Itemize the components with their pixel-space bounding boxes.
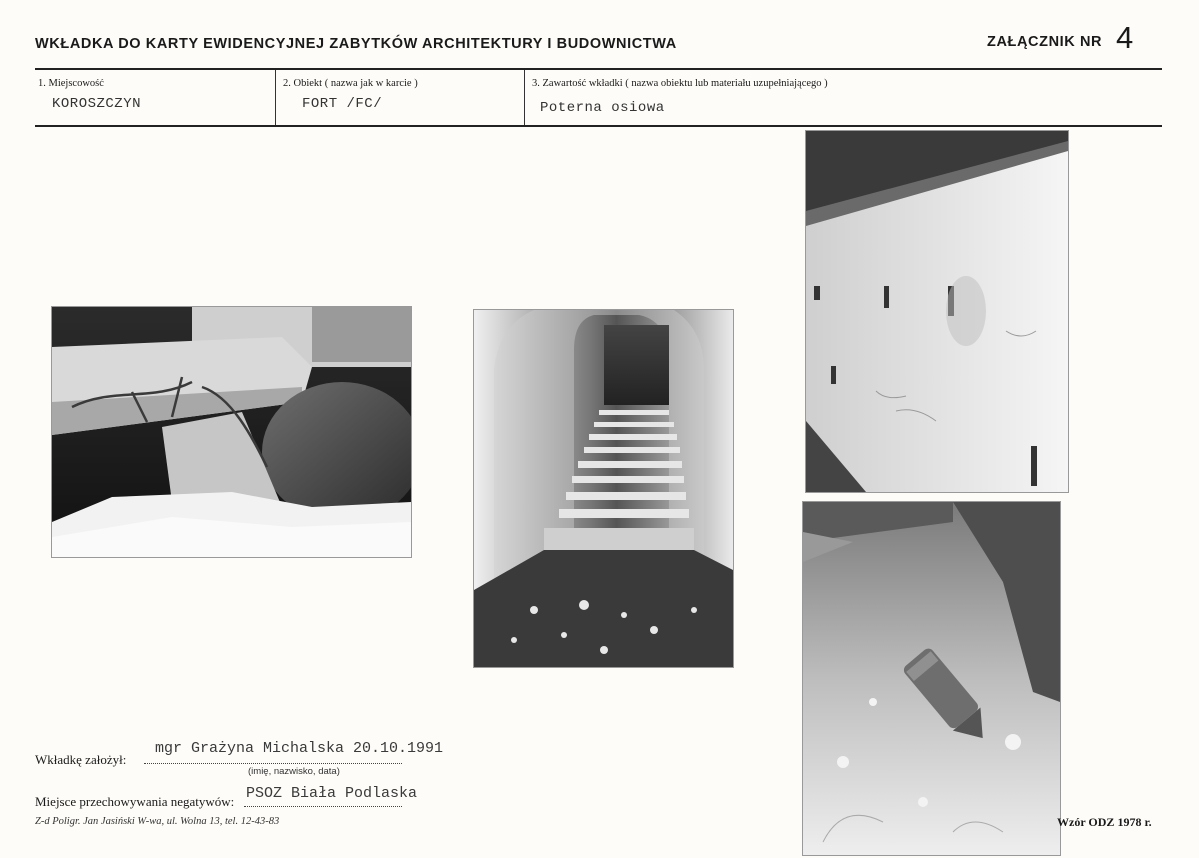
printer-info: Z-d Poligr. Jan Jasiński W-wa, ul. Wolna 13, tel. 12-43-83 [35,816,280,827]
field-divider-1 [275,70,276,125]
form-pattern-label: Wzór ODZ 1978 r. [1057,815,1152,829]
author-label: Wkładkę założył: [35,752,127,767]
storage-label: Miejsce przechowywania negatywów: [35,794,235,809]
storage-dotted-line [244,806,402,807]
header-rule-top [35,68,1162,70]
author-dotted-line [144,763,402,764]
author-value: mgr Grażyna Michalska 20.10.1991 [155,740,444,757]
photo-tunnel-stairs [474,310,733,667]
object-label: 2. Obiekt ( nazwa jak w karcie ) [283,78,418,89]
field-divider-2 [524,70,525,125]
header-rule-bottom [35,125,1162,127]
object-value: FORT /FC/ [302,96,383,112]
sheet-title: WKŁADKA DO KARTY EWIDENCYJNEJ ZABYTKÓW ARCHITEKTURY I BUDOWNICTWA [35,36,677,52]
contents-label: 3. Zawartość wkładki ( nazwa obiektu lub materiału uzupełniającego ) [532,78,828,89]
photo-floor-shell [803,502,1060,855]
locality-value: KOROSZCZYN [52,96,142,112]
photo-rubble-slab [52,307,411,557]
annex-number: 4 [1116,20,1134,55]
storage-value: PSOZ Biała Podlaska [246,785,418,802]
contents-value: Poterna osiowa [540,100,665,116]
annex-label: ZAŁĄCZNIK NR [987,34,1103,50]
locality-label: 1. Miejscowość [38,78,104,89]
author-hint: (imię, nazwisko, data) [248,766,340,777]
photo-wall-hooks [806,131,1068,492]
